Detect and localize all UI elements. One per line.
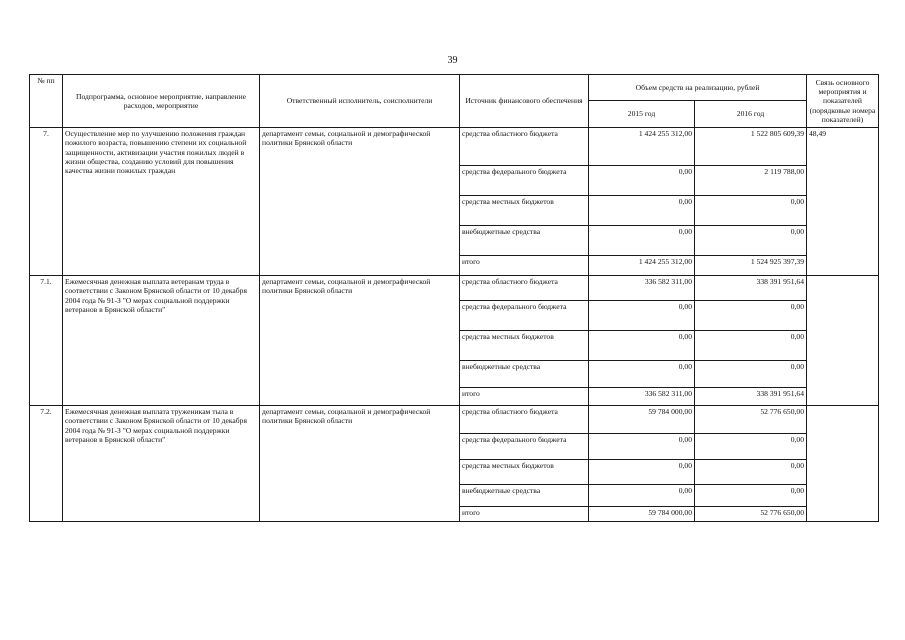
- amount-2015: 1 424 255 312,00: [589, 256, 695, 276]
- amount-2015: 0,00: [589, 361, 695, 388]
- executor-cell: департамент семьи, социальной и демографической политики Брянской области: [260, 406, 460, 522]
- amount-2016: 0,00: [695, 361, 807, 388]
- row-number: 7.1.: [30, 276, 63, 406]
- amount-2016: 0,00: [695, 434, 807, 460]
- amount-2016: 0,00: [695, 460, 807, 485]
- program-cell: Осуществление мер по улучшению положения граждан пожилого возраста, повышению степени их социальной защищенности, активизации участия пожилых людей в жизни общества, созданию условий для повышения качества жизни пожилых граждан: [63, 128, 260, 276]
- link-cell: 48,49: [807, 128, 879, 276]
- amount-2016: 52 776 650,00: [695, 406, 807, 434]
- source-cell: средства областного бюджета: [460, 128, 589, 166]
- amount-2015: 59 784 000,00: [589, 507, 695, 522]
- row-number: 7.2.: [30, 406, 63, 522]
- amount-2016: 0,00: [695, 196, 807, 226]
- amount-2015: 0,00: [589, 301, 695, 331]
- budget-table: [29, 74, 879, 522]
- table-row: [30, 128, 879, 166]
- amount-2015: 0,00: [589, 226, 695, 256]
- amount-2016: 2 119 788,00: [695, 166, 807, 196]
- amount-2016: 338 391 951,64: [695, 276, 807, 301]
- source-cell: внебюджетные средства: [460, 226, 589, 256]
- source-cell: средства областного бюджета: [460, 276, 589, 301]
- header-source: Источник финансового обеспечения: [460, 75, 589, 128]
- row-number: 7.: [30, 128, 63, 276]
- amount-2016: 1 524 925 397,39: [695, 256, 807, 276]
- source-cell: итого: [460, 507, 589, 522]
- amount-2016: 1 522 805 609,39: [695, 128, 807, 166]
- source-cell: итого: [460, 388, 589, 406]
- amount-2015: 0,00: [589, 485, 695, 507]
- source-cell: средства местных бюджетов: [460, 331, 589, 361]
- header-executor: Ответственный исполнитель, соисполнители: [260, 75, 460, 128]
- amount-2016: 0,00: [695, 331, 807, 361]
- header-volume: Объем средств на реализацию, рублей: [589, 75, 807, 101]
- amount-2016: 52 776 650,00: [695, 507, 807, 522]
- source-cell: средства местных бюджетов: [460, 196, 589, 226]
- source-cell: средства областного бюджета: [460, 406, 589, 434]
- link-cell: [807, 406, 879, 522]
- header-link: Связь основного мероприятия и показателей (порядковые номера показателей): [807, 75, 879, 128]
- header-program: Подпрограмма, основное мероприятие, направление расходов, мероприятие: [63, 75, 260, 128]
- amount-2015: 1 424 255 312,00: [589, 128, 695, 166]
- table-row: [30, 276, 879, 301]
- amount-2015: 336 582 311,00: [589, 388, 695, 406]
- amount-2015: 0,00: [589, 196, 695, 226]
- source-cell: итого: [460, 256, 589, 276]
- amount-2015: 0,00: [589, 434, 695, 460]
- header-num: № пп: [30, 75, 63, 128]
- table-body: [30, 128, 879, 522]
- amount-2015: 59 784 000,00: [589, 406, 695, 434]
- amount-2016: 338 391 951,64: [695, 388, 807, 406]
- amount-2015: 0,00: [589, 166, 695, 196]
- program-cell: Ежемесячная денежная выплата ветеранам труда в соответствии с Законом Брянской области от 10 декабря 2004 года № 91-З "О мерах социальной поддержки ветеранов в Брянской области": [63, 276, 260, 406]
- table-row: [30, 406, 879, 434]
- amount-2016: 0,00: [695, 226, 807, 256]
- source-cell: средства федерального бюджета: [460, 301, 589, 331]
- link-cell: [807, 276, 879, 406]
- executor-cell: департамент семьи, социальной и демографической политики Брянской области: [260, 276, 460, 406]
- source-cell: средства местных бюджетов: [460, 460, 589, 485]
- program-cell: Ежемесячная денежная выплата труженикам тыла в соответствии с Законом Брянской области от 10 декабря 2004 года № 91-З "О мерах социальной поддержки ветеранов в Брянской области": [63, 406, 260, 522]
- amount-2016: 0,00: [695, 485, 807, 507]
- executor-cell: департамент семьи, социальной и демографической политики Брянской области: [260, 128, 460, 276]
- amount-2015: 0,00: [589, 460, 695, 485]
- page-number: 39: [447, 55, 458, 66]
- amount-2015: 336 582 311,00: [589, 276, 695, 301]
- header-2015: 2015 год: [589, 101, 695, 128]
- source-cell: внебюджетные средства: [460, 361, 589, 388]
- source-cell: средства федерального бюджета: [460, 434, 589, 460]
- header-2016: 2016 год: [695, 101, 807, 128]
- amount-2015: 0,00: [589, 331, 695, 361]
- source-cell: внебюджетные средства: [460, 485, 589, 507]
- source-cell: средства федерального бюджета: [460, 166, 589, 196]
- amount-2016: 0,00: [695, 301, 807, 331]
